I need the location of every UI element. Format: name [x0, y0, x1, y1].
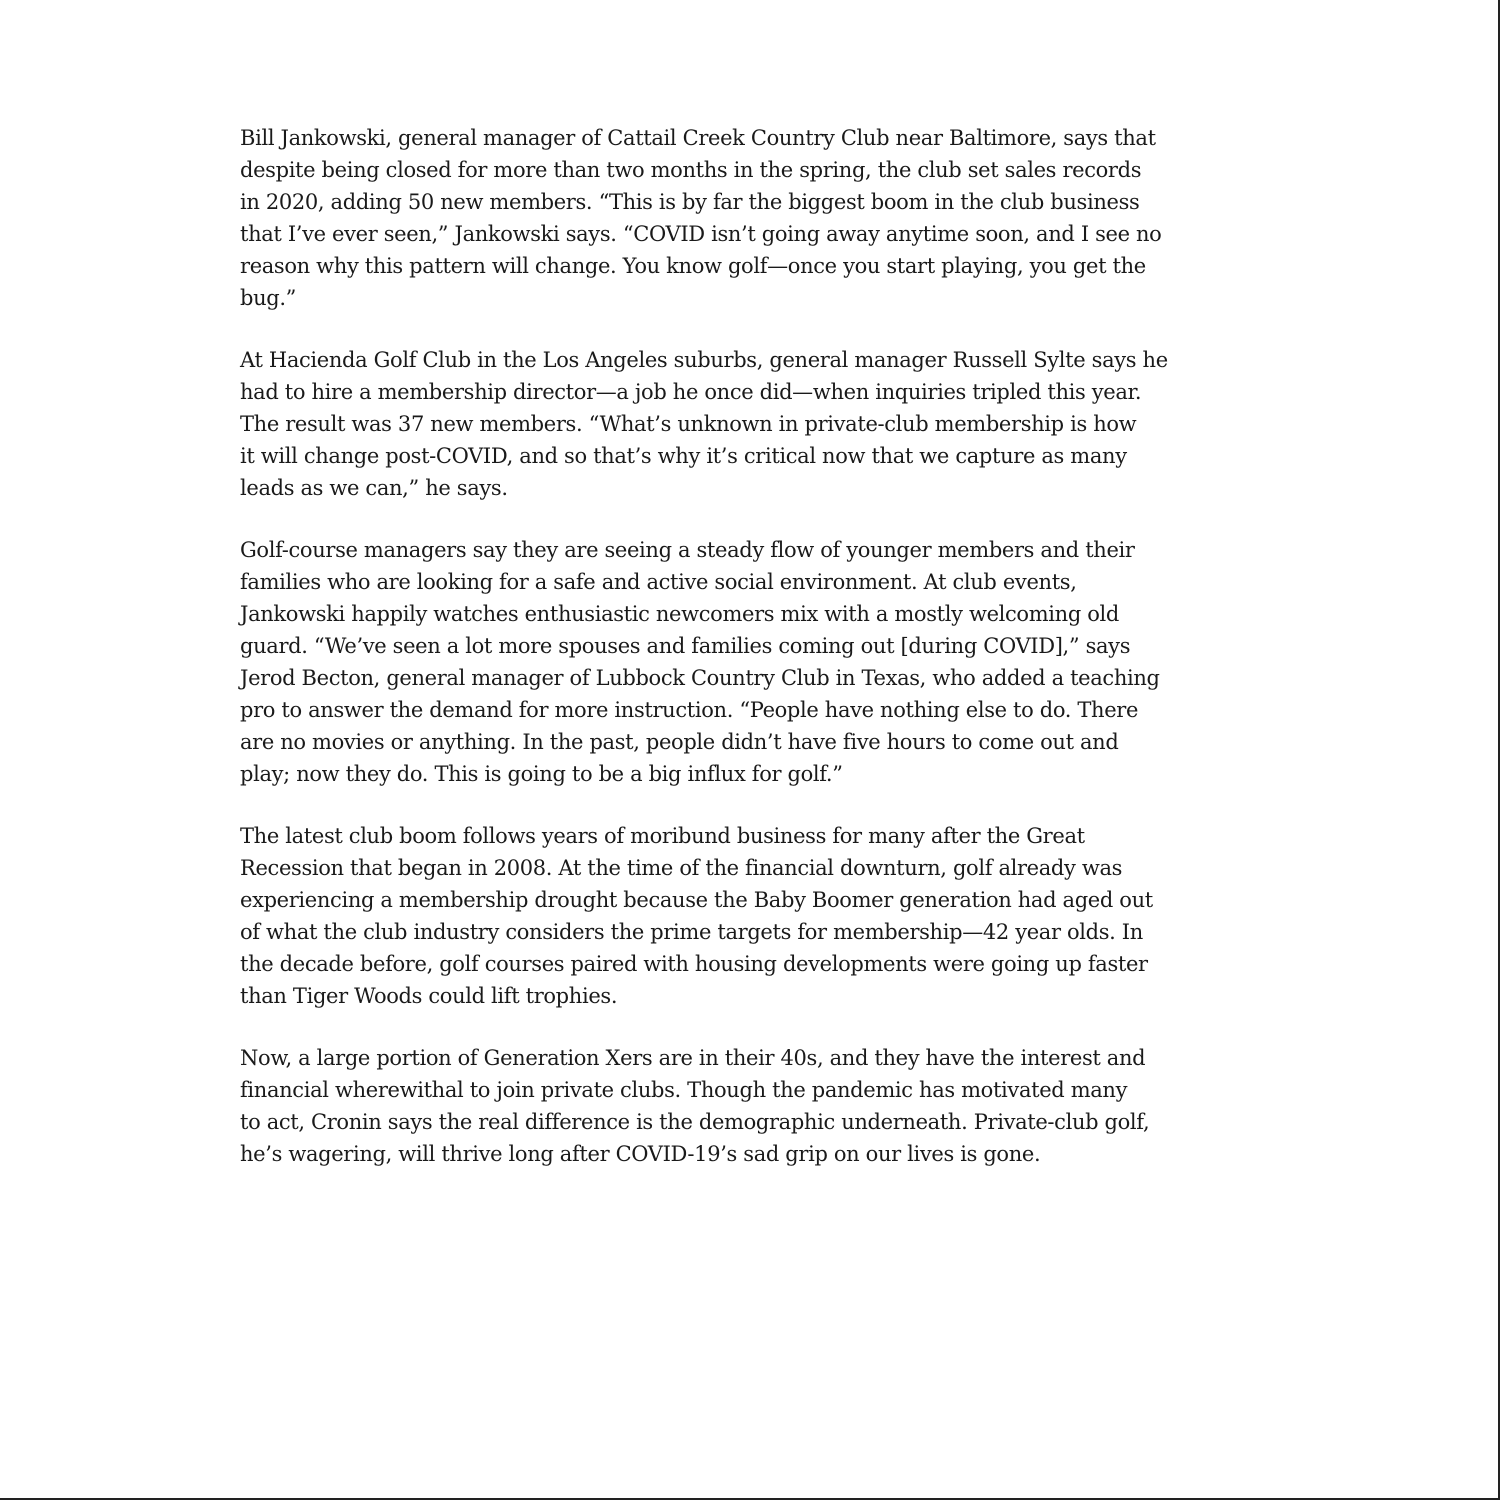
paragraph-club-boom	[240, 820, 1262, 1012]
text-line: leads as we can,” he says.	[240, 476, 508, 500]
paragraph-younger-members	[240, 534, 1262, 790]
text-line: had to hire a membership director—a job he once did—when inquiries tripled this year.	[240, 380, 1142, 404]
text-line: bug.”	[240, 286, 297, 310]
text-line: Golf-course managers say they are seeing a steady flow of younger members and their	[240, 538, 1135, 562]
text-line: in 2020, adding 50 new members. “This is by far the biggest boom in the club business	[240, 190, 1140, 214]
text-line: it will change post-COVID, and so that’s why it’s critical now that we capture as many	[240, 444, 1127, 468]
text-line: The result was 37 new members. “What’s unknown in private-club membership is how	[240, 412, 1137, 436]
text-line: Jankowski happily watches enthusiastic newcomers mix with a mostly welcoming old	[240, 602, 1119, 626]
text-line: than Tiger Woods could lift trophies.	[240, 984, 618, 1008]
text-line: Jerod Becton, general manager of Lubbock Country Club in Texas, who added a teaching	[240, 666, 1160, 690]
paragraph-hacienda	[240, 344, 1262, 504]
text-line: to act, Cronin says the real difference is the demographic underneath. Private-club golf,	[240, 1110, 1150, 1134]
paragraph-generation-x	[240, 1042, 1262, 1170]
text-line: are no movies or anything. In the past, people didn’t have five hours to come out and	[240, 730, 1119, 754]
article-body	[240, 122, 1262, 1200]
text-line: guard. “We’ve seen a lot more spouses and families coming out [during COVID],” says	[240, 634, 1131, 658]
text-line: At Hacienda Golf Club in the Los Angeles suburbs, general manager Russell Sylte says he	[240, 348, 1168, 372]
text-line: of what the club industry considers the prime targets for membership—42 year olds. In	[240, 920, 1143, 944]
text-line: Recession that began in 2008. At the time of the financial downturn, golf already was	[240, 856, 1123, 880]
text-line: he’s wagering, will thrive long after COVID-19’s sad grip on our lives is gone.	[240, 1142, 1041, 1166]
text-line: Bill Jankowski, general manager of Cattail Creek Country Club near Baltimore, says that	[240, 126, 1156, 150]
text-line: reason why this pattern will change. You know golf—once you start playing, you get the	[240, 254, 1146, 278]
text-line: The latest club boom follows years of moribund business for many after the Great	[240, 824, 1085, 848]
text-line: the decade before, golf courses paired with housing developments were going up faster	[240, 952, 1148, 976]
text-line: that I’ve ever seen,” Jankowski says. “COVID isn’t going away anytime soon, and I see no	[240, 222, 1162, 246]
text-line: families who are looking for a safe and active social environment. At club events,	[240, 570, 1077, 594]
text-line: financial wherewithal to join private clubs. Though the pandemic has motivated many	[240, 1078, 1128, 1102]
paragraph-jankowski	[240, 122, 1262, 314]
text-line: despite being closed for more than two months in the spring, the club set sales records	[240, 158, 1142, 182]
text-line: experiencing a membership drought because the Baby Boomer generation had aged out	[240, 888, 1153, 912]
text-line: play; now they do. This is going to be a big influx for golf.”	[240, 762, 843, 786]
text-line: pro to answer the demand for more instruction. “People have nothing else to do. There	[240, 698, 1139, 722]
text-line: Now, a large portion of Generation Xers are in their 40s, and they have the interest and	[240, 1046, 1146, 1070]
